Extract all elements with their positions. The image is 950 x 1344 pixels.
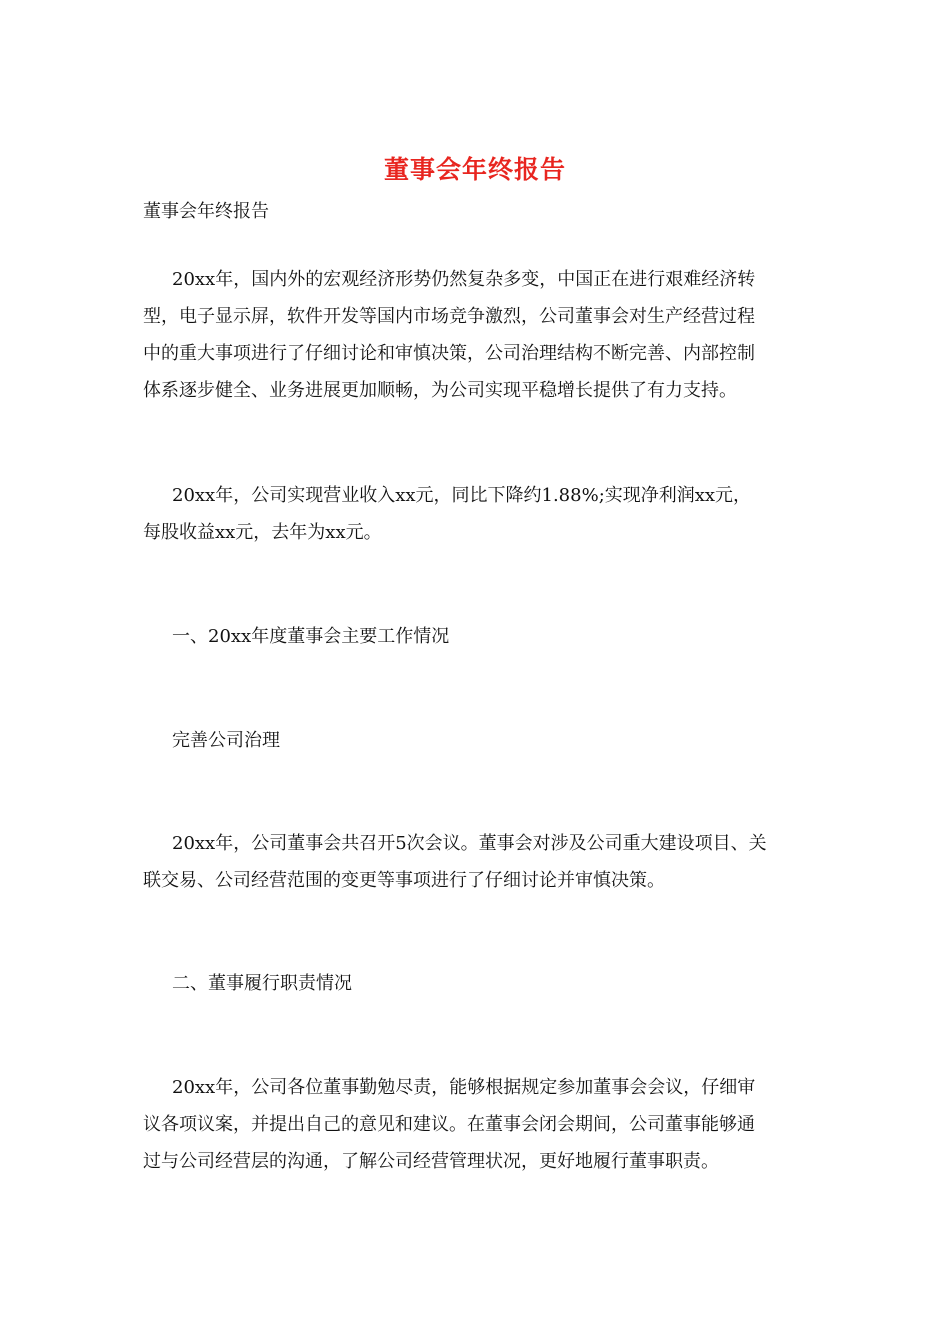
paragraph-line: 20xx年，公司各位董事勤勉尽责，能够根据规定参加董事会会议，仔细审 [172, 1077, 756, 1098]
paragraph-line: 20xx年，公司董事会共召开5次会议。董事会对涉及公司重大建设项目、关 [172, 833, 767, 854]
paragraph-line: 中的重大事项进行了仔细讨论和审慎决策，公司治理结构不断完善、内部控制 [143, 343, 755, 364]
paragraph-line: 20xx年，国内外的宏观经济形势仍然复杂多变，中国正在进行艰难经济转 [172, 269, 756, 290]
paragraph-line: 议各项议案，并提出自己的意见和建议。在董事会闭会期间，公司董事能够通 [143, 1114, 755, 1135]
paragraph-line: 每股收益xx元，去年为xx元。 [143, 522, 382, 543]
subsection-heading: 完善公司治理 [172, 730, 280, 751]
paragraph-line: 联交易、公司经营范围的变更等事项进行了仔细讨论并审慎决策。 [143, 870, 665, 891]
paragraph-line: 体系逐步健全、业务进展更加顺畅，为公司实现平稳增长提供了有力支持。 [143, 380, 737, 401]
paragraph-line: 20xx年，公司实现营业收入xx元，同比下降约1.88%;实现净利润xx元， [172, 485, 752, 506]
document-subtitle: 董事会年终报告 [143, 201, 269, 222]
paragraph-line: 过与公司经营层的沟通，了解公司经营管理状况，更好地履行董事职责。 [143, 1151, 719, 1172]
section-heading: 一、20xx年度董事会主要工作情况 [172, 626, 450, 647]
section-heading: 二、董事履行职责情况 [172, 973, 352, 994]
document-title: 董事会年终报告 [383, 155, 566, 184]
paragraph-line: 型，电子显示屏，软件开发等国内市场竞争激烈，公司董事会对生产经营过程 [143, 306, 755, 327]
